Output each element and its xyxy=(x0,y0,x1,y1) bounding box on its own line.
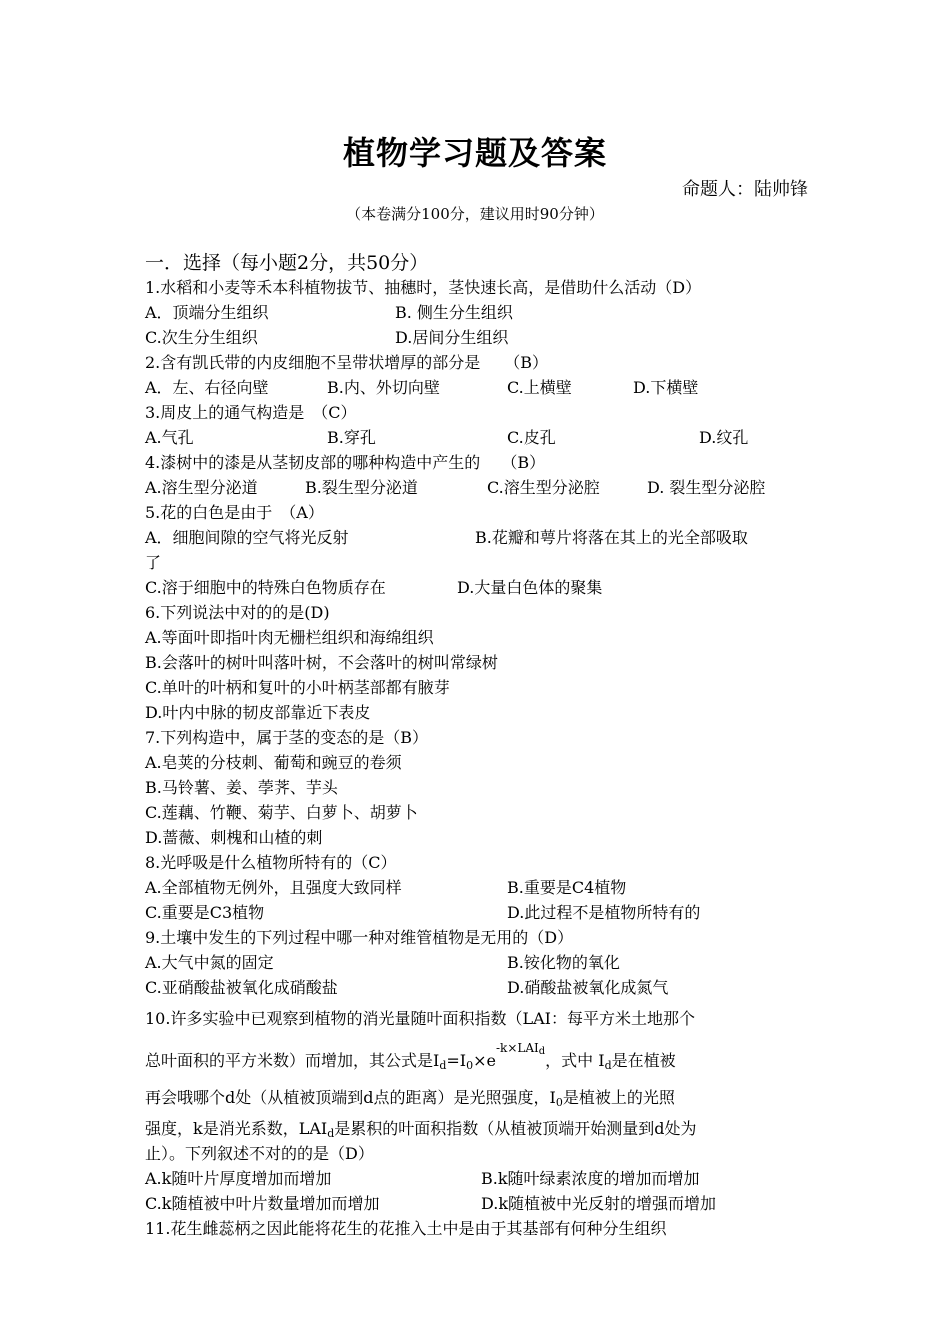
option: D. 裂生型分泌腔 xyxy=(647,478,766,497)
option: A.全部植物无例外，且强度大致同样 xyxy=(145,878,402,897)
option: D.大量白色体的聚集 xyxy=(457,578,603,597)
question-stem xyxy=(145,1116,810,1141)
text-segment: 是在植被 xyxy=(611,1051,676,1070)
option: A．顶端分生组织 xyxy=(145,303,269,322)
question-stem: 7.下列构造中，属于茎的变态的是（B） xyxy=(145,728,429,747)
option: A.等面叶即指叶肉无栅栏组织和海绵组织 xyxy=(145,628,434,647)
option-row xyxy=(145,975,810,1000)
option: B.重要是C4植物 xyxy=(507,878,627,897)
option-row xyxy=(145,1191,810,1216)
option: B.裂生型分泌道 xyxy=(305,478,418,497)
question-stem: 5.花的白色是由于 （A） xyxy=(145,503,324,522)
option: B.铵化物的氧化 xyxy=(507,953,620,972)
option: D.下横壁 xyxy=(633,378,699,397)
option: C.莲藕、竹鞭、菊芋、白萝卜、胡萝卜 xyxy=(145,803,418,822)
option: D.蔷薇、刺槐和山楂的刺 xyxy=(145,828,323,847)
formula-subscript: d xyxy=(604,1059,612,1072)
question-stem: 1.水稻和小麦等禾本科植物拔节、抽穗时，茎快速长高，是借助什么活动（D） xyxy=(145,278,702,297)
option: C.重要是C3植物 xyxy=(145,903,265,922)
formula-symbol: LAI xyxy=(298,1119,328,1138)
option-row xyxy=(145,425,810,450)
option-row xyxy=(145,575,810,600)
question-stem: 2.含有凯氏带的内皮细胞不呈带状增厚的部分是 （B） xyxy=(145,353,549,372)
option: D.纹孔 xyxy=(699,428,749,447)
option: D.硝酸盐被氧化成氮气 xyxy=(507,978,669,997)
page-title: 植物学习题及答案 xyxy=(342,134,607,172)
question-stem: 6.下列说法中对的的是(D) xyxy=(145,603,330,622)
formula-symbol: =I xyxy=(446,1051,467,1070)
text-segment: 是植被上的光照 xyxy=(562,1088,675,1107)
option: A.皂荚的分枝刺、葡萄和豌豆的卷须 xyxy=(145,753,402,772)
formula-symbol: ×e xyxy=(473,1051,496,1070)
option: D.此过程不是植物所特有的 xyxy=(507,903,701,922)
option-row xyxy=(145,900,810,925)
question-stem: 4.漆树中的漆是从茎韧皮部的哪种构造中产生的 （B） xyxy=(145,453,546,472)
option-continuation: 了 xyxy=(145,553,162,572)
text-segment: 是累积的叶面积指数（从植被顶端开始测量到d处为 xyxy=(334,1119,697,1138)
option: C.亚硝酸盐被氧化成硝酸盐 xyxy=(145,978,338,997)
option: D.k随植被中光反射的增强而增加 xyxy=(481,1194,717,1213)
author-line: 命题人：陆帅锋 xyxy=(682,179,808,200)
formula-subscript: d xyxy=(439,1059,447,1072)
option: C.溶生型分泌腔 xyxy=(487,478,600,497)
option-row xyxy=(145,525,810,550)
question-stem: 止）。下列叙述不对的的是（D） xyxy=(145,1144,374,1163)
option: C.上横壁 xyxy=(507,378,572,397)
question-stem: 9.土壤中发生的下列过程中哪一种对维管植物是无用的（D） xyxy=(145,928,574,947)
option: A．细胞间隙的空气将光反射 xyxy=(145,528,349,547)
option: C.溶于细胞中的特殊白色物质存在 xyxy=(145,578,386,597)
text-segment: ，式中 xyxy=(545,1051,594,1070)
formula-subscript: d xyxy=(538,1046,546,1057)
option-row xyxy=(145,375,810,400)
option: A．左、右径向壁 xyxy=(145,378,269,397)
option: C.单叶的叶柄和复叶的小叶柄茎部都有腋芽 xyxy=(145,678,450,697)
question-stem: 10.许多实验中已观察到植物的消光量随叶面积指数（LAI：每平方米土地那个 xyxy=(145,1009,695,1028)
option: B.马铃薯、姜、荸荠、芋头 xyxy=(145,778,338,797)
question-stem: 8.光呼吸是什么植物所特有的（C） xyxy=(145,853,397,872)
exam-note: （本卷满分100分，建议用时90分钟） xyxy=(346,205,604,223)
formula-symbol: I xyxy=(598,1051,605,1070)
option: A.气孔 xyxy=(145,428,194,447)
option: C.k随植被中叶片数量增加而增加 xyxy=(145,1194,380,1213)
section-heading: 一．选择（每小题2分，共50分） xyxy=(145,252,429,274)
formula-subscript: d xyxy=(327,1127,335,1140)
option: B. 侧生分生组织 xyxy=(395,303,513,322)
formula-exponent xyxy=(496,1041,545,1055)
option-row xyxy=(145,950,810,975)
option-row xyxy=(145,325,810,350)
formula-subscript: 0 xyxy=(466,1059,474,1072)
formula-exponent-text: -k×LAI xyxy=(496,1041,539,1055)
option: B.会落叶的树叶叫落叶树，不会落叶的树叫常绿树 xyxy=(145,653,498,672)
option-row xyxy=(145,875,810,900)
formula-symbol: I xyxy=(433,1051,440,1070)
option: C.次生分生组织 xyxy=(145,328,258,347)
option: D.居间分生组织 xyxy=(395,328,509,347)
formula-symbol: I xyxy=(549,1088,556,1107)
formula-subscript: 0 xyxy=(555,1096,563,1109)
option-row xyxy=(145,300,810,325)
option: B.花瓣和萼片将落在其上的光全部吸取 xyxy=(475,528,748,547)
text-segment: 强度，k是消光系数， xyxy=(145,1119,299,1138)
text-segment: 再会哦哪个d处（从植被顶端到d点的距离）是光照强度， xyxy=(145,1088,550,1107)
option: D.叶内中脉的韧皮部靠近下表皮 xyxy=(145,703,371,722)
question-stem xyxy=(145,1079,810,1116)
option: A.大气中氮的固定 xyxy=(145,953,274,972)
option-row xyxy=(145,1166,810,1191)
question-stem-formula-line xyxy=(145,1037,810,1079)
option: C.皮孔 xyxy=(507,428,556,447)
question-stem: 3.周皮上的通气构造是 （C） xyxy=(145,403,357,422)
question-list xyxy=(145,275,810,1241)
option: B.穿孔 xyxy=(327,428,376,447)
option: B.内、外切向壁 xyxy=(327,378,440,397)
question-stem: 11.花生雌蕊柄之因此能将花生的花推入土中是由于其基部有何种分生组织 xyxy=(145,1219,667,1238)
option-row xyxy=(145,475,810,500)
option: B.k随叶绿素浓度的增加而增加 xyxy=(481,1169,700,1188)
option: A.k随叶片厚度增加而增加 xyxy=(145,1169,332,1188)
text-segment: 总叶面积的平方米数）而增加，其公式是 xyxy=(145,1051,434,1070)
option: A.溶生型分泌道 xyxy=(145,478,258,497)
